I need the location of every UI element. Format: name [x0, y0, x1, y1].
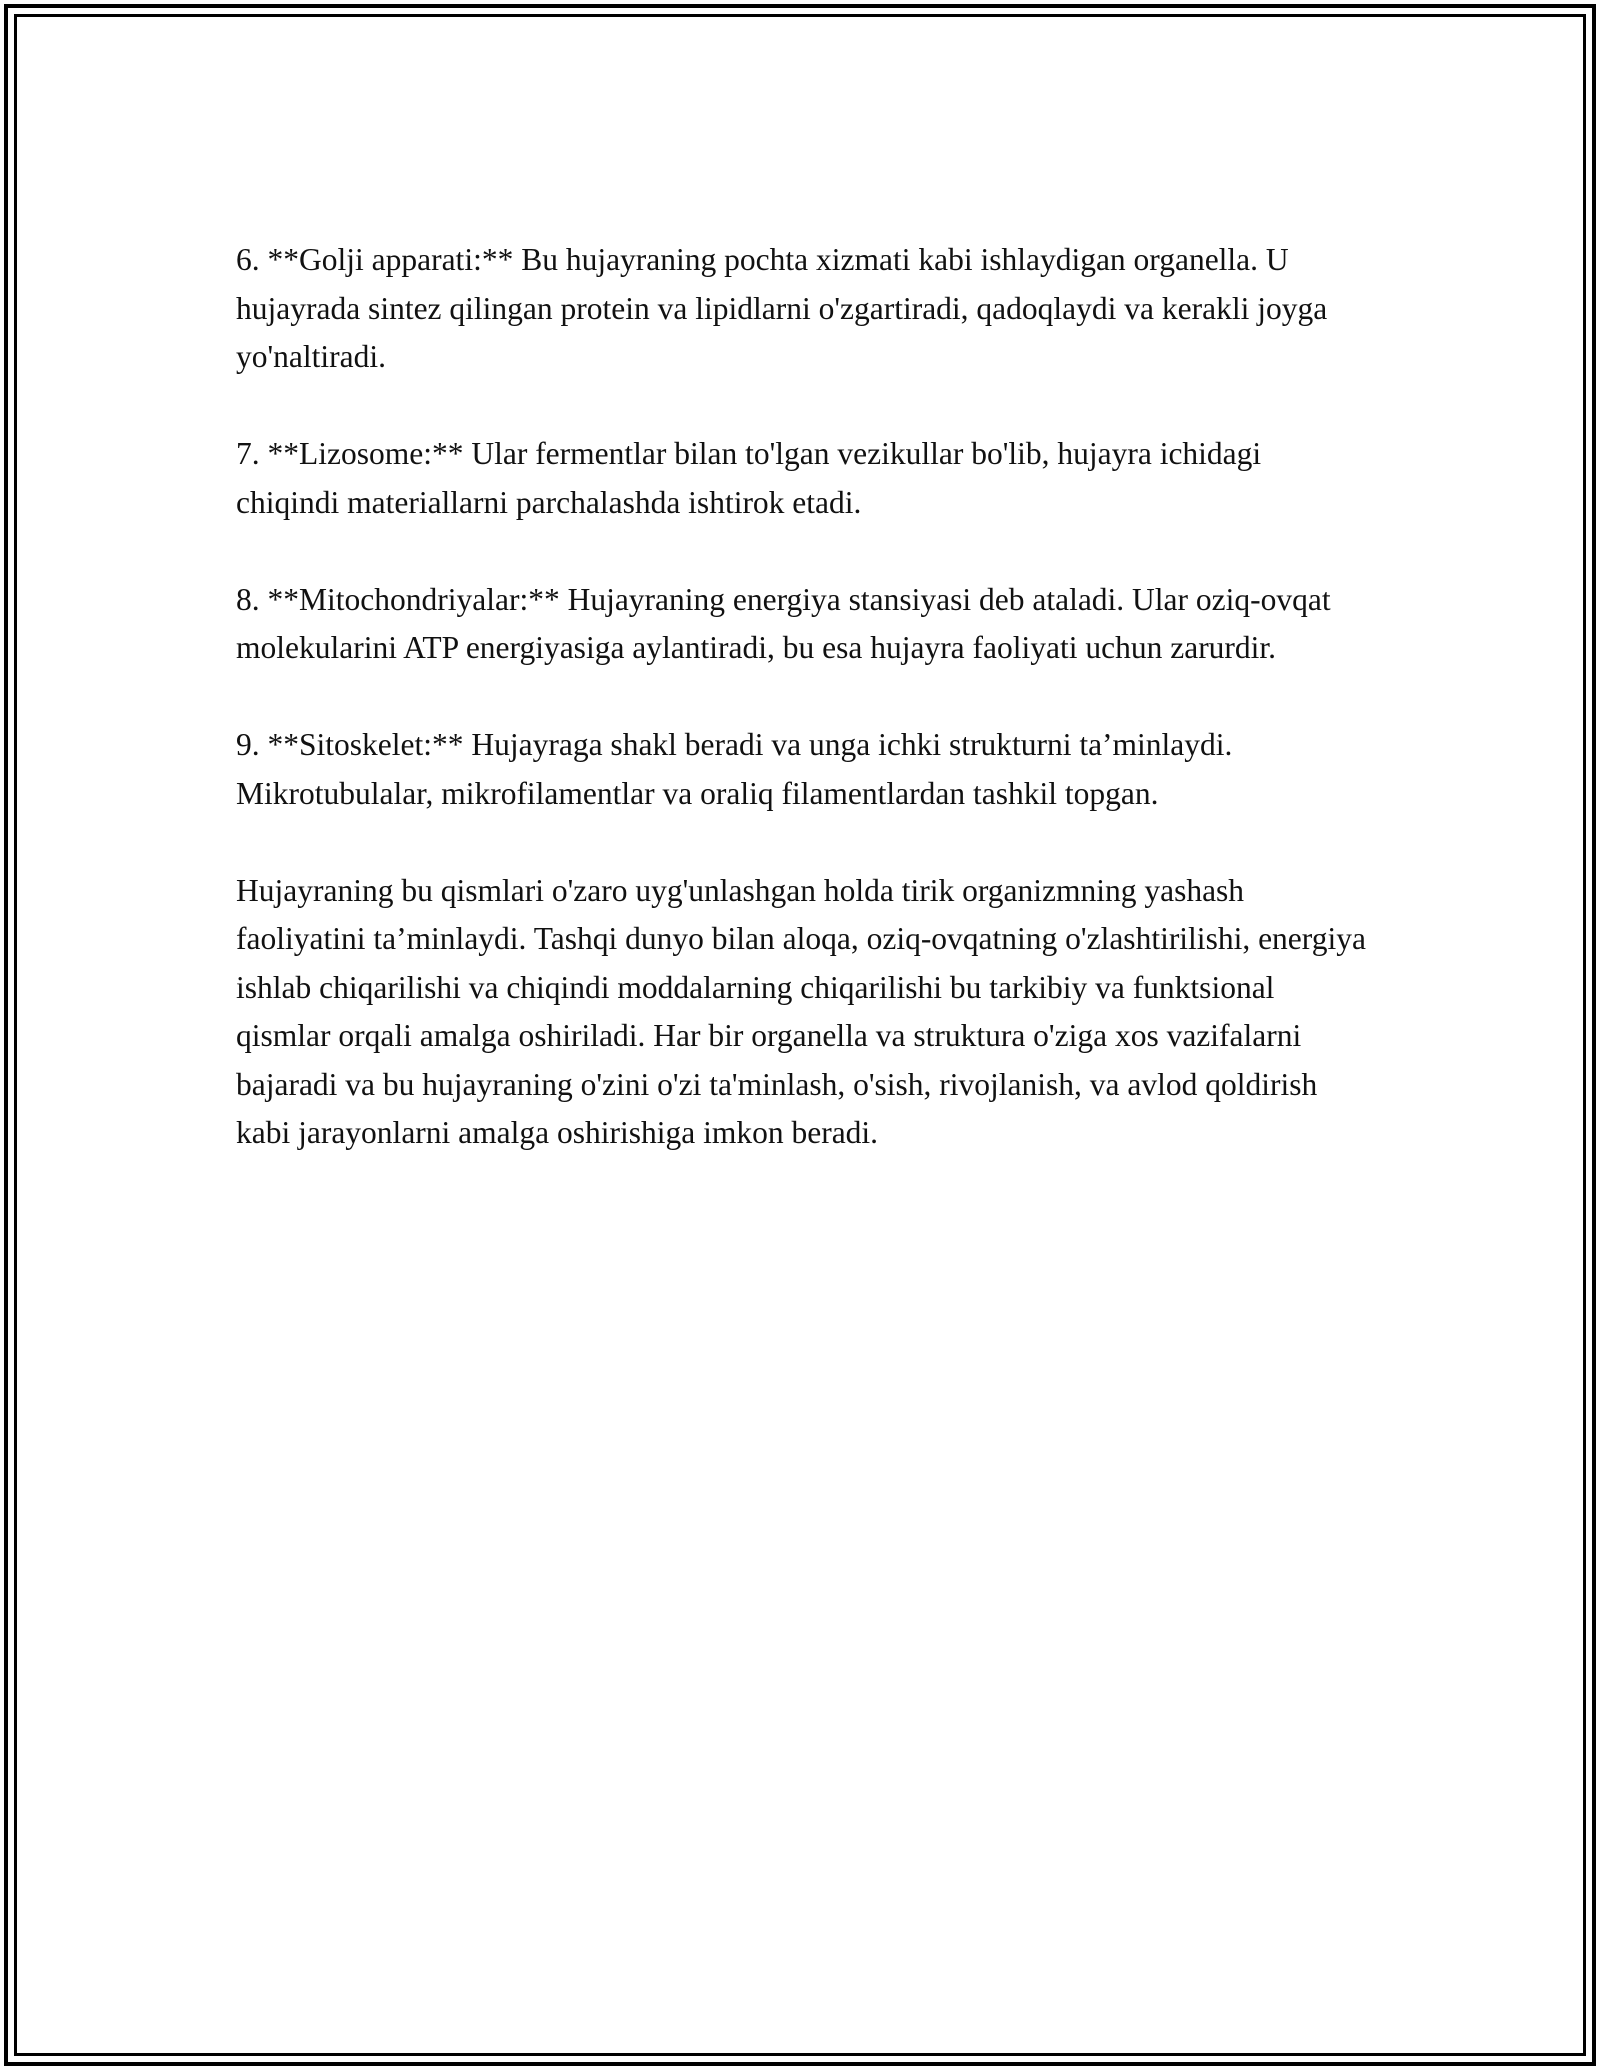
paragraph-golgi: 6. **Golji apparati:** Bu hujayraning pochta xizmati kabi ishlaydigan organella. U hujayrada sintez qilingan protein va lipidlarni o'zgartiradi, qadoqlaydi va kerakli joyga yo'naltiradi. [236, 242, 1328, 374]
document-body [236, 236, 1366, 1206]
paragraph-conclusion: Hujayraning bu qismlari o'zaro uyg'unlashgan holda tirik organizmning yashash faoliyatini ta’minlaydi. Tashqi dunyo bilan aloqa, oziq-ovqatning o'zlashtirilishi, energiya ishlab chiqarilishi va chiqindi moddalarning chiqarilishi bu tarkibiy va funktsional qismlar orqali amalga oshiriladi. Har bir organella va struktura o'ziga xos vazifalarni bajaradi va bu hujayraning o'zini o'zi ta'minlash, o'sish, rivojlanish, va avlod qoldirish kabi jarayonlarni amalga oshirishiga imkon beradi. [236, 872, 1366, 1150]
paragraph-lysosome: 7. **Lizosome:** Ular fermentlar bilan to'lgan vezikullar bo'lib, hujayra ichidagi chiqindi materiallarni parchalashda ishtirok etadi. [236, 436, 1262, 520]
paragraph-mitochondria: 8. **Mitochondriyalar:** Hujayraning energiya stansiyasi deb ataladi. Ular oziq-ovqat molekularini ATP energiyasiga aylantiradi, bu esa hujayra faoliyati uchun zarurdir. [236, 581, 1331, 665]
paragraph-cytoskeleton: 9. **Sitoskelet:** Hujayraga shakl beradi va unga ichki strukturni ta’minlaydi. Mikrotubulalar, mikrofilamentlar va oraliq filamentlardan tashkil topgan. [236, 727, 1233, 811]
